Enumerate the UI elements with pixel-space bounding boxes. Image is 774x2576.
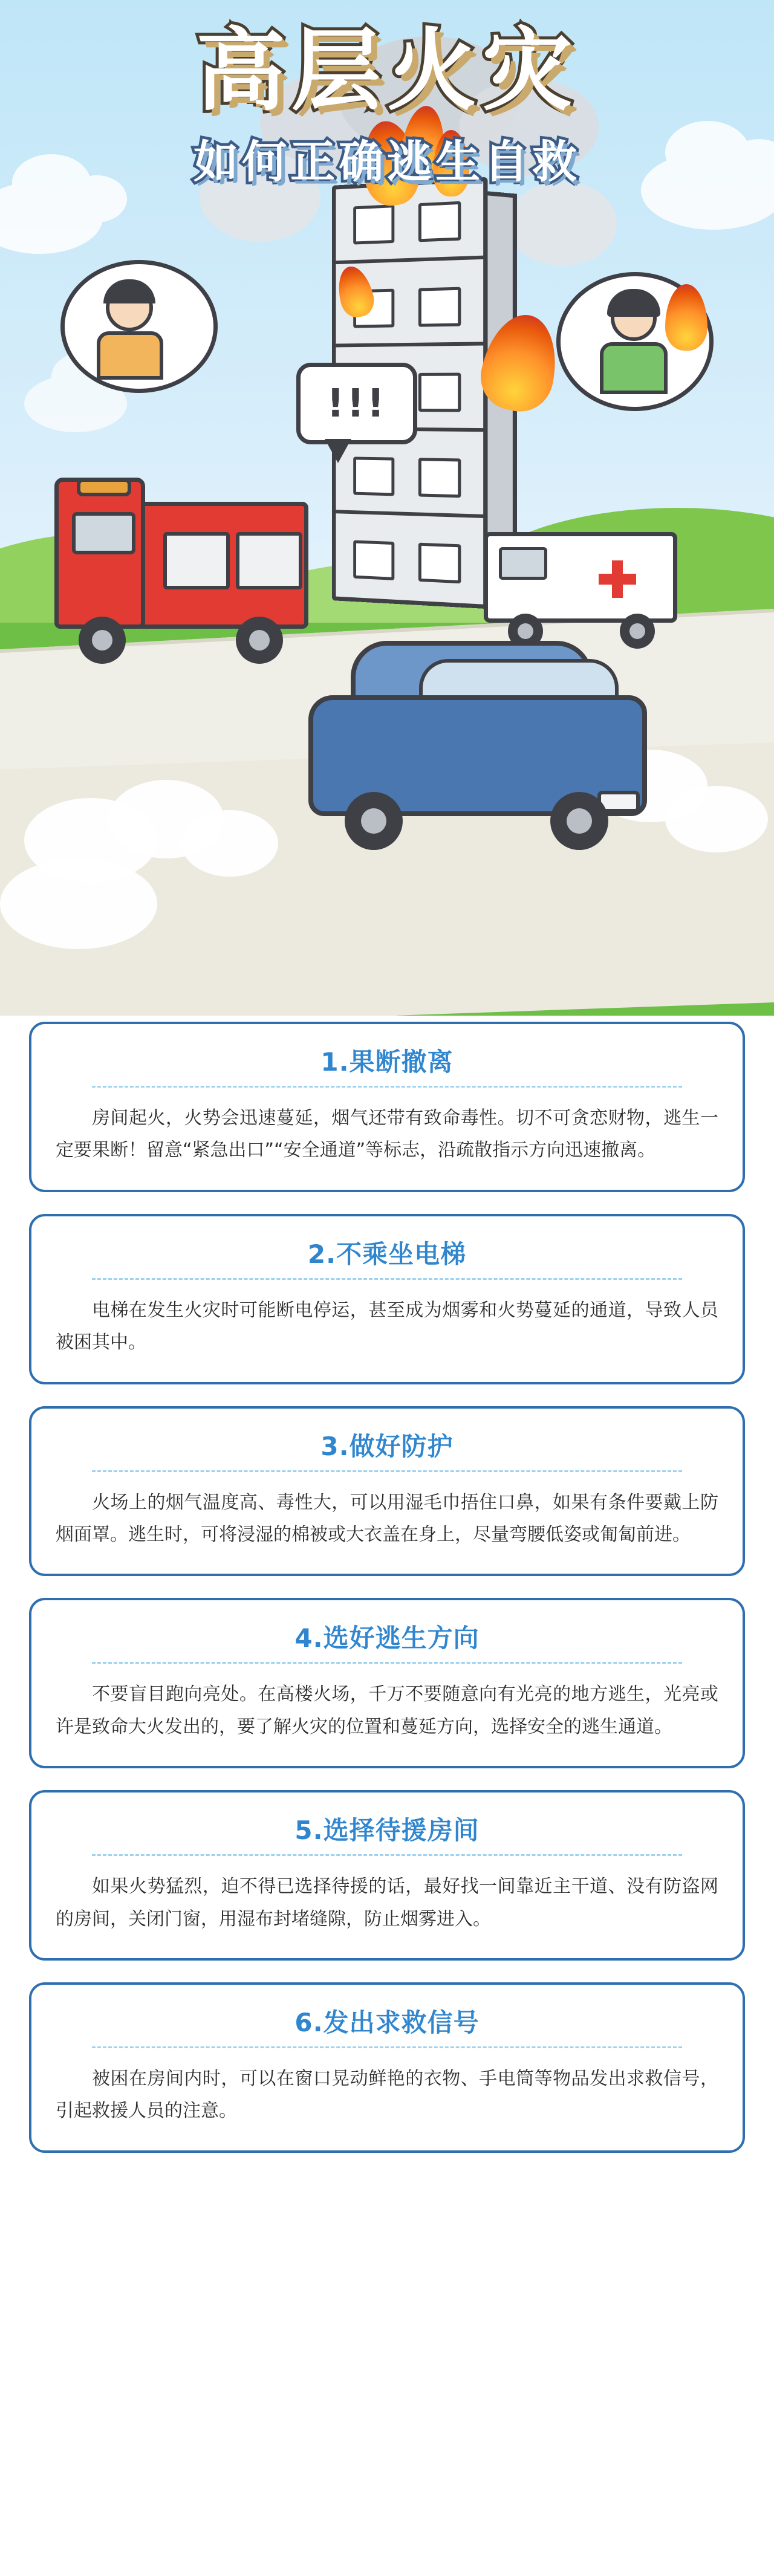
tip-title: 3.做好防护 [320,1431,454,1461]
tip-card [29,1982,745,2153]
fire-truck-panel [236,532,302,589]
wheel-icon [79,617,126,664]
tip-title: 4.选好逃生方向 [294,1623,480,1653]
exhaust-smoke-icon [181,810,278,877]
tip-title: 6.发出求救信号 [294,2007,480,2037]
ambulance-body [484,532,677,623]
fire-truck-light [77,478,131,496]
tip-card [29,1022,745,1192]
tip-card [29,1790,745,1961]
hero-illustration [0,0,774,1016]
fire-truck-window [72,512,135,554]
person-body [97,331,163,380]
tips-list [0,1022,774,2211]
tip-body: 不要盲目跑向亮处。在高楼火场，千万不要随意向有光亮的地方逃生，光亮或许是致命大火发出的，要了解火灾的位置和蔓延方向，选择安全的逃生通道。 [56,1684,718,1737]
ambulance-icon [484,532,677,653]
poster-title: 高层火灾 [196,19,578,123]
poster-title-block [0,19,774,190]
fire-truck-icon [54,466,308,653]
tip-body: 电梯在发生火灾时可能断电停运，甚至成为烟雾和火势蔓延的通道，导致人员被困其中。 [56,1299,718,1354]
cloud-icon [0,181,103,254]
tip-body: 火场上的烟气温度高、毒性大，可以用湿毛巾捂住口鼻，如果有条件要戴上防烟面罩。逃生时，可将浸湿的棉被或大衣盖在身上，尽量弯腰低姿或匍匐前进。 [56,1491,718,1545]
tip-body: 房间起火，火势会迅速蔓延，烟气还带有致命毒性。切不可贪恋财物，逃生一定要果断！留意“紧急出口”“安全通道”等标志，沿疏散指示方向迅速撤离。 [56,1108,718,1161]
fire-truck-cab [54,478,145,629]
alarm-speech-bubble: !!! [296,363,417,444]
exhaust-smoke-icon [0,858,157,949]
divider [92,1278,682,1280]
divider [92,2046,682,2048]
tip-title: 2.不乘坐电梯 [307,1239,467,1269]
divider [92,1662,682,1664]
ambulance-window [499,547,547,580]
medical-cross-icon [599,574,636,585]
fire-truck-panel [163,532,230,589]
tip-card [29,1598,745,1768]
wheel-icon [550,792,608,850]
divider [92,1086,682,1088]
tip-title: 1.果断撤离 [320,1047,454,1077]
smoke-icon [508,181,617,266]
tip-body: 如果火势猛烈，迫不得已选择待援的话，最好找一间靠近主干道、没有防盗网的房间，关闭门窗，用湿布封堵缝隙，防止烟雾进入。 [56,1876,718,1930]
tip-body: 被困在房间内时，可以在窗口晃动鲜艳的衣物、手电筒等物品发出求救信号，引起救援人员的注意。 [56,2068,718,2122]
person-body [600,342,668,394]
tip-title: 5.选择待援房间 [294,1815,480,1846]
wheel-icon [236,617,283,664]
tip-card [29,1406,745,1577]
tip-card [29,1214,745,1384]
divider [92,1470,682,1472]
poster-subtitle: 如何正确逃生自救 [194,136,580,189]
car-icon [308,641,647,840]
exhaust-smoke-icon [665,786,768,852]
divider [92,1854,682,1856]
wheel-icon [345,792,403,850]
